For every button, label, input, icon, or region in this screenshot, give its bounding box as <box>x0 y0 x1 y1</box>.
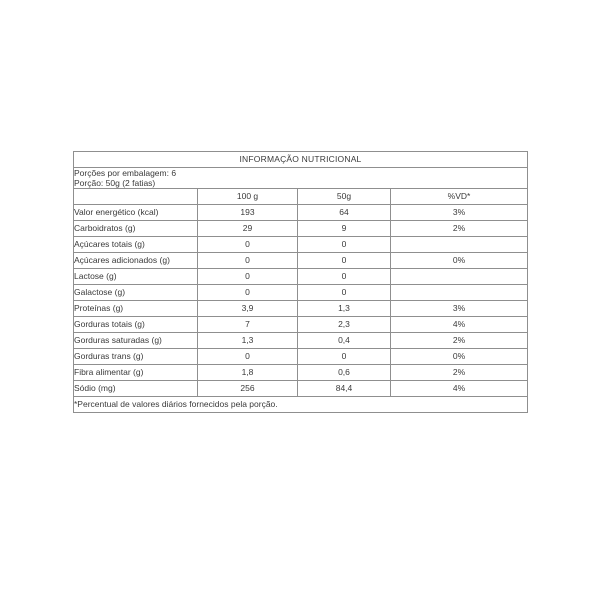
table-row <box>74 381 528 397</box>
row-label: Galactose (g) <box>74 285 198 301</box>
row-value: 3% <box>391 301 528 317</box>
row-value: 2,3 <box>298 317 391 333</box>
table-title: INFORMAÇÃO NUTRICIONAL <box>74 152 528 168</box>
row-value: 84,4 <box>298 381 391 397</box>
row-value: 4% <box>391 317 528 333</box>
row-value: 0 <box>298 349 391 365</box>
footnote-row <box>74 397 528 413</box>
table-row <box>74 285 528 301</box>
row-value: 2% <box>391 365 528 381</box>
table-row <box>74 365 528 381</box>
portions-cell <box>74 168 528 189</box>
row-label: Proteínas (g) <box>74 301 198 317</box>
row-value: 0% <box>391 349 528 365</box>
row-value <box>391 237 528 253</box>
table-row <box>74 205 528 221</box>
row-value: 0% <box>391 253 528 269</box>
table-row <box>74 301 528 317</box>
portions-per-package: Porções por embalagem: 6 <box>74 168 177 178</box>
row-value: 0 <box>298 237 391 253</box>
column-header-100g: 100 g <box>198 189 298 205</box>
table-row <box>74 253 528 269</box>
row-label: Carboidratos (g) <box>74 221 198 237</box>
column-header-50g: 50g <box>298 189 391 205</box>
column-header-empty <box>74 189 198 205</box>
row-label: Gorduras saturadas (g) <box>74 333 198 349</box>
row-value: 0,4 <box>298 333 391 349</box>
row-value: 0 <box>298 269 391 285</box>
nutrition-table <box>73 151 528 413</box>
row-value: 4% <box>391 381 528 397</box>
row-value: 2% <box>391 333 528 349</box>
table-row <box>74 349 528 365</box>
row-value: 7 <box>198 317 298 333</box>
table-body <box>74 205 528 397</box>
column-header-vd: %VD* <box>391 189 528 205</box>
row-value <box>391 269 528 285</box>
row-value: 0,6 <box>298 365 391 381</box>
table-row <box>74 237 528 253</box>
row-value <box>391 285 528 301</box>
table-row <box>74 221 528 237</box>
row-value: 64 <box>298 205 391 221</box>
row-value: 2% <box>391 221 528 237</box>
row-value: 1,3 <box>198 333 298 349</box>
row-label: Sódio (mg) <box>74 381 198 397</box>
row-value: 0 <box>198 253 298 269</box>
row-value: 0 <box>198 349 298 365</box>
table-row <box>74 269 528 285</box>
row-value: 0 <box>298 253 391 269</box>
row-value: 29 <box>198 221 298 237</box>
row-value: 0 <box>198 285 298 301</box>
row-label: Gorduras totais (g) <box>74 317 198 333</box>
row-value: 1,3 <box>298 301 391 317</box>
row-label: Lactose (g) <box>74 269 198 285</box>
row-value: 193 <box>198 205 298 221</box>
footnote: *Percentual de valores diários fornecidos pela porção. <box>74 397 528 413</box>
portions-row <box>74 168 528 189</box>
row-label: Açúcares adicionados (g) <box>74 253 198 269</box>
row-value: 3,9 <box>198 301 298 317</box>
table-row <box>74 317 528 333</box>
row-value: 3% <box>391 205 528 221</box>
row-value: 0 <box>198 269 298 285</box>
row-label: Valor energético (kcal) <box>74 205 198 221</box>
row-label: Fibra alimentar (g) <box>74 365 198 381</box>
portion-size: Porção: 50g (2 fatias) <box>74 178 156 188</box>
row-value: 9 <box>298 221 391 237</box>
row-label: Açúcares totais (g) <box>74 237 198 253</box>
row-value: 0 <box>198 237 298 253</box>
table-row <box>74 333 528 349</box>
row-value: 256 <box>198 381 298 397</box>
row-value: 1,8 <box>198 365 298 381</box>
row-label: Gorduras trans (g) <box>74 349 198 365</box>
column-header-row <box>74 189 528 205</box>
row-value: 0 <box>298 285 391 301</box>
title-row <box>74 152 528 168</box>
